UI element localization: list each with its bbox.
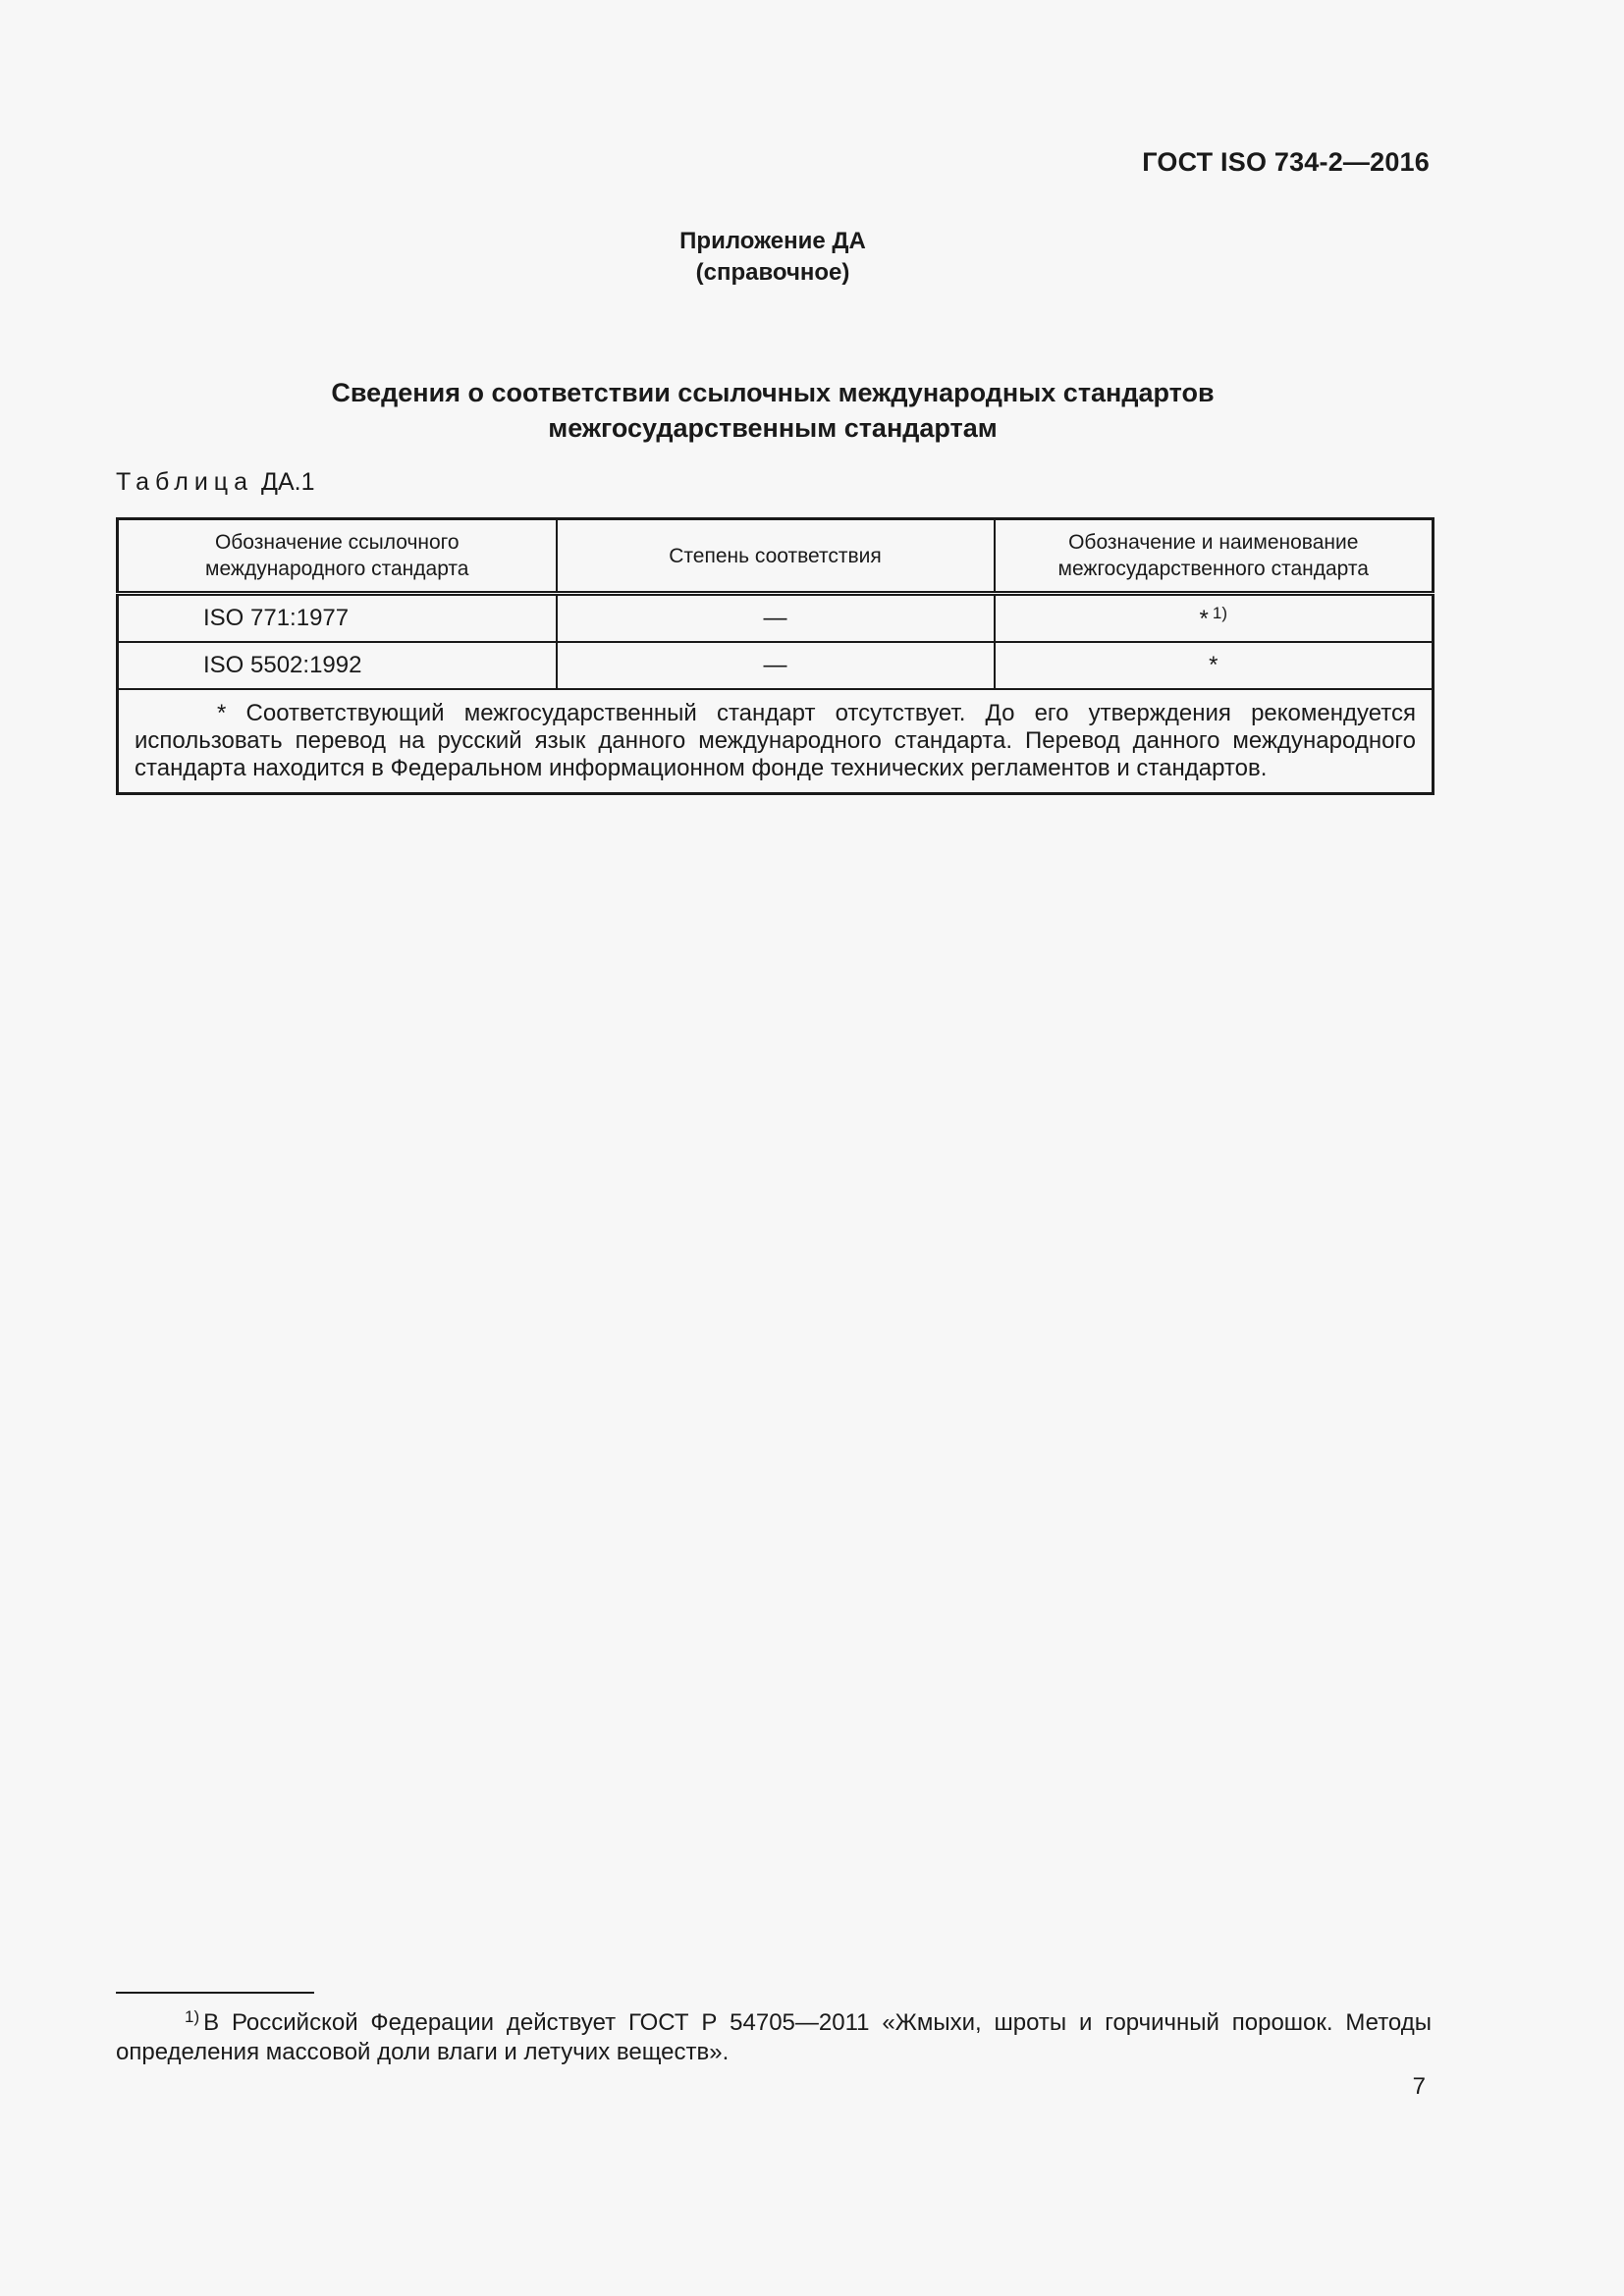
table-note: * Соответствующий межгосударственный стандарт отсутствует. До его утверждения рекомендуется использовать перевод на русский язык данного международного стандарта. Перевод данного международного стандарта находится в Федеральном информационном фонде технических регламентов и стандартов. [118, 689, 1434, 794]
page-number: 7 [1412, 2073, 1426, 2100]
header-interstate-standard: Обозначение и наименование межгосударственного стандарта [995, 519, 1434, 594]
table-caption-word: Таблица [116, 468, 254, 496]
iso-designation-cell: ISO 5502:1992 [118, 642, 557, 689]
footnote-text: В Российской Федерации действует ГОСТ Р 54705—2011 «Жмыхи, шроты и горчичный порошок. Методы определения массовой доли влаги и летучих веществ». [116, 2009, 1432, 2065]
footnote [116, 2002, 1432, 2067]
table-row [118, 642, 1434, 689]
header-international-standard: Обозначение ссылочного международного стандарта [118, 519, 557, 594]
table-row [118, 594, 1434, 643]
interstate-standard-cell: * [995, 642, 1434, 689]
footnote-reference: 1) [1212, 604, 1227, 622]
header-degree-of-correspondence: Степень соответствия [557, 519, 995, 594]
interstate-standard-cell: * $^{1)}$ [995, 594, 1434, 643]
annex-title: Приложение ДА [679, 228, 866, 254]
table-caption-number: ДА.1 [261, 468, 315, 496]
iso-designation-cell: ISO 771:1977 [118, 594, 557, 643]
degree-cell: — [557, 594, 995, 643]
section-title-line-2: межгосударственным стандартам [548, 413, 998, 443]
section-heading [0, 375, 1545, 446]
footnote-separator [116, 1992, 314, 1994]
table-header-row [118, 519, 1434, 594]
degree-cell: — [557, 642, 995, 689]
table-caption [116, 468, 315, 497]
table-note-row [118, 689, 1434, 794]
document-code: ГОСТ ISO 734-2—2016 [1142, 147, 1430, 177]
annex-heading [0, 226, 1545, 289]
correspondence-table [116, 517, 1435, 795]
annex-subtitle: (справочное) [695, 259, 850, 286]
section-title-line-1: Сведения о соответствии ссылочных международных стандартов [331, 378, 1215, 407]
footnote-marker: 1) [185, 2007, 200, 2026]
